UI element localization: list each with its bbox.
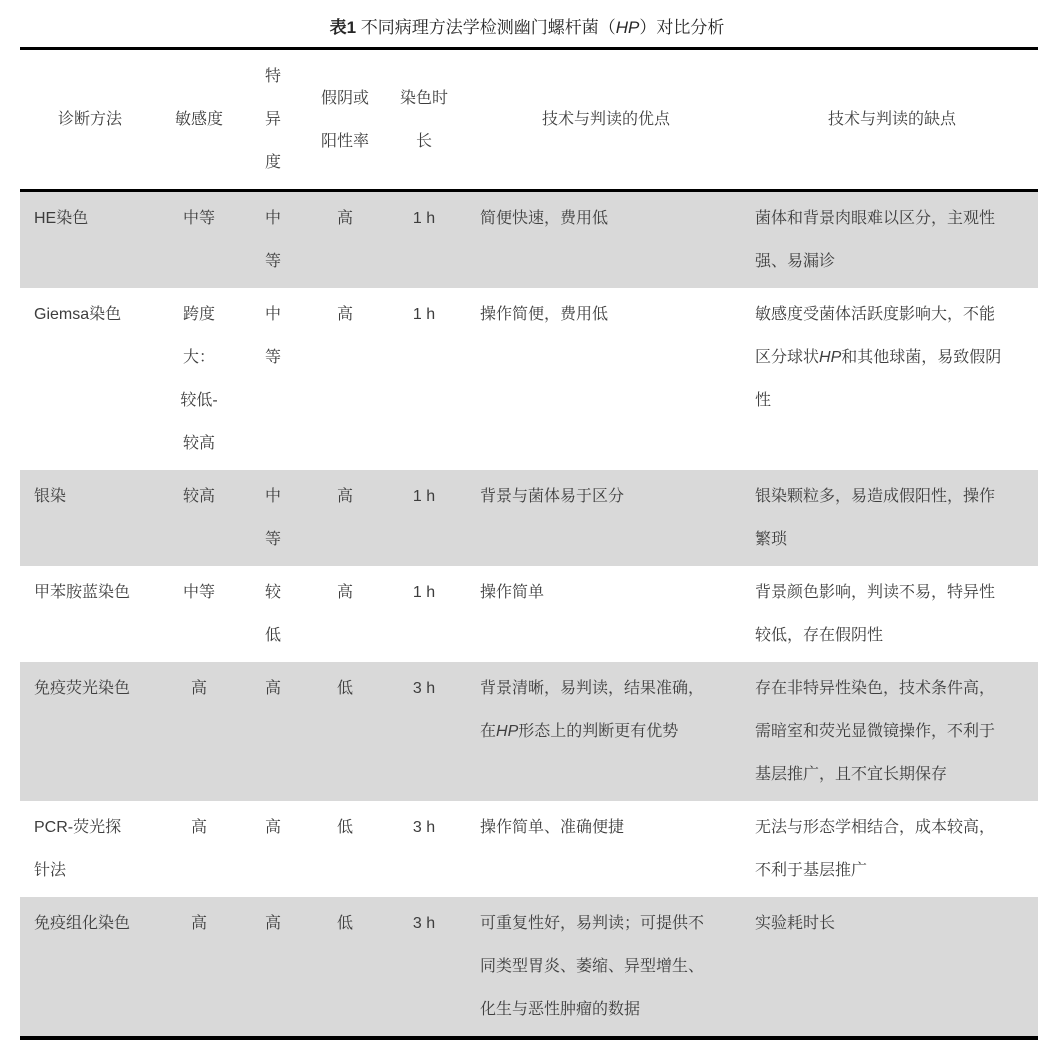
duration-cell	[382, 288, 466, 470]
table-number: 表1	[329, 18, 357, 37]
cons-cell	[746, 470, 1038, 566]
method-cell	[20, 662, 160, 801]
cons-cell	[746, 288, 1038, 470]
false-rate-text: 高	[336, 210, 353, 227]
pros-cell	[466, 288, 746, 470]
specificity-text: 高	[264, 915, 281, 932]
specificity-text: 中等	[264, 306, 281, 366]
col-header-specificity-label: 特异度	[264, 68, 281, 171]
specificity-text: 中等	[264, 488, 281, 548]
false-rate-text: 高	[336, 488, 353, 505]
cons-text-pre: 银染颗粒多，易造成假阳性，操作繁琐	[755, 488, 996, 548]
false-rate-text: 低	[336, 680, 353, 697]
specificity-cell	[238, 566, 308, 662]
table-row-pcr	[20, 801, 1038, 897]
caption-text-post: ）对比分析	[639, 18, 725, 37]
duration-text: 3 h	[412, 915, 436, 932]
pros-cell	[466, 566, 746, 662]
specificity-text: 高	[264, 680, 281, 697]
pros-text-post: 形态上的判断更有优势	[518, 723, 679, 740]
caption-hp-italic: HP	[615, 18, 640, 37]
method-cell	[20, 897, 160, 1038]
table-row-immunofluorescence	[20, 662, 1038, 801]
table-row-toluidine	[20, 566, 1038, 662]
cons-text-pre: 无法与形态学相结合，成本较高，不利于基层推广	[755, 819, 996, 879]
col-header-sensitivity	[160, 49, 238, 191]
method-cell	[20, 191, 160, 289]
pros-cell	[466, 897, 746, 1038]
method-text: PCR-荧光探针法	[34, 819, 122, 879]
false-rate-text: 低	[336, 819, 353, 836]
sensitivity-text: 中等	[182, 210, 215, 227]
cons-cell	[746, 191, 1038, 289]
duration-text: 1 h	[412, 306, 436, 323]
table-header	[20, 49, 1038, 191]
sensitivity-text: 较高	[182, 488, 215, 505]
specificity-cell	[238, 801, 308, 897]
col-header-duration-label: 染色时长	[399, 89, 448, 150]
comparison-table	[20, 47, 1038, 1040]
table-row-immunohistochemistry	[20, 897, 1038, 1038]
pros-text-pre: 背景与菌体易于区分	[480, 488, 625, 505]
pros-text-pre: 操作简单	[480, 584, 545, 601]
false-rate-cell	[308, 566, 382, 662]
pros-text-pre: 操作简便，费用低	[480, 306, 609, 323]
caption-text-pre: 不同病理方法学检测幽门螺杆菌（	[356, 18, 616, 37]
pros-text-pre: 简便快速，费用低	[480, 210, 609, 227]
col-header-false-rate-label: 假阴或阳性率	[320, 89, 369, 150]
col-header-cons-label: 技术与判读的缺点	[827, 111, 956, 128]
hp-italic: HP	[819, 349, 842, 366]
false-rate-cell	[308, 191, 382, 289]
cons-text-pre: 实验耗时长	[755, 915, 836, 932]
duration-cell	[382, 662, 466, 801]
col-header-sensitivity-label: 敏感度	[174, 111, 223, 128]
cons-cell	[746, 662, 1038, 801]
pros-cell	[466, 662, 746, 801]
sensitivity-cell	[160, 288, 238, 470]
table-row-silver	[20, 470, 1038, 566]
false-rate-cell	[308, 801, 382, 897]
false-rate-cell	[308, 662, 382, 801]
specificity-cell	[238, 288, 308, 470]
cons-cell	[746, 897, 1038, 1038]
duration-cell	[382, 470, 466, 566]
duration-text: 3 h	[412, 680, 436, 697]
method-cell	[20, 801, 160, 897]
sensitivity-text: 跨度大：较低-较高	[180, 306, 218, 452]
table-caption	[0, 0, 1054, 39]
specificity-cell	[238, 662, 308, 801]
duration-text: 3 h	[412, 819, 436, 836]
cons-text-pre: 存在非特异性染色，技术条件高，需暗室和荧光显微镜操作，不利于基层推广，且不宜长期保存	[755, 680, 996, 783]
false-rate-text: 高	[336, 306, 353, 323]
sensitivity-cell	[160, 897, 238, 1038]
method-text: 免疫组化染色	[34, 915, 131, 932]
specificity-text: 高	[264, 819, 281, 836]
specificity-cell	[238, 470, 308, 566]
method-text: 银染	[34, 488, 67, 505]
specificity-text: 中等	[264, 210, 281, 270]
pros-text-pre: 操作简单、准确便捷	[480, 819, 625, 836]
table-body	[20, 191, 1038, 1039]
col-header-duration	[382, 49, 466, 191]
col-header-pros	[466, 49, 746, 191]
duration-text: 1 h	[412, 210, 436, 227]
sensitivity-cell	[160, 801, 238, 897]
sensitivity-text: 高	[190, 915, 207, 932]
cons-cell	[746, 801, 1038, 897]
hp-italic: HP	[496, 723, 519, 740]
cons-text-post: 和其他球菌，易致假阴性	[755, 349, 1002, 409]
col-header-cons	[746, 49, 1038, 191]
specificity-text: 较低	[264, 584, 281, 644]
sensitivity-cell	[160, 662, 238, 801]
sensitivity-cell	[160, 470, 238, 566]
duration-cell	[382, 566, 466, 662]
sensitivity-text: 高	[190, 680, 207, 697]
method-text: HE染色	[34, 210, 89, 227]
specificity-cell	[238, 191, 308, 289]
false-rate-text: 低	[336, 915, 353, 932]
col-header-false-rate	[308, 49, 382, 191]
duration-cell	[382, 897, 466, 1038]
method-cell	[20, 470, 160, 566]
cons-cell	[746, 566, 1038, 662]
cons-text-pre: 菌体和背景肉眼难以区分，主观性强、易漏诊	[755, 210, 996, 270]
duration-text: 1 h	[412, 584, 436, 601]
table-row-he	[20, 191, 1038, 289]
col-header-pros-label: 技术与判读的优点	[541, 111, 670, 128]
method-text: 免疫荧光染色	[34, 680, 131, 697]
false-rate-cell	[308, 470, 382, 566]
duration-text: 1 h	[412, 488, 436, 505]
method-text: Giemsa染色	[34, 306, 122, 323]
sensitivity-cell	[160, 191, 238, 289]
sensitivity-text: 高	[190, 819, 207, 836]
pros-cell	[466, 470, 746, 566]
col-header-method-label: 诊断方法	[57, 111, 122, 128]
col-header-specificity	[238, 49, 308, 191]
method-cell	[20, 566, 160, 662]
col-header-method	[20, 49, 160, 191]
cons-text-pre: 背景颜色影响，判读不易，特异性较低，存在假阴性	[755, 584, 996, 644]
false-rate-cell	[308, 897, 382, 1038]
sensitivity-text: 中等	[182, 584, 215, 601]
false-rate-cell	[308, 288, 382, 470]
pros-text-pre: 背景清晰，易判读，结果准确，在	[480, 680, 705, 740]
specificity-cell	[238, 897, 308, 1038]
pros-cell	[466, 191, 746, 289]
duration-cell	[382, 191, 466, 289]
method-text: 甲苯胺蓝染色	[34, 584, 131, 601]
duration-cell	[382, 801, 466, 897]
header-row	[20, 49, 1038, 191]
method-cell	[20, 288, 160, 470]
sensitivity-cell	[160, 566, 238, 662]
table-row-giemsa	[20, 288, 1038, 470]
false-rate-text: 高	[336, 584, 353, 601]
pros-text-pre: 可重复性好，易判读；可提供不同类型胃炎、萎缩、异型增生、化生与恶性肿瘤的数据	[480, 915, 705, 1018]
pros-cell	[466, 801, 746, 897]
cons-text-pre: 敏感度受菌体活跃度影响大，不能区分球状	[755, 306, 996, 366]
